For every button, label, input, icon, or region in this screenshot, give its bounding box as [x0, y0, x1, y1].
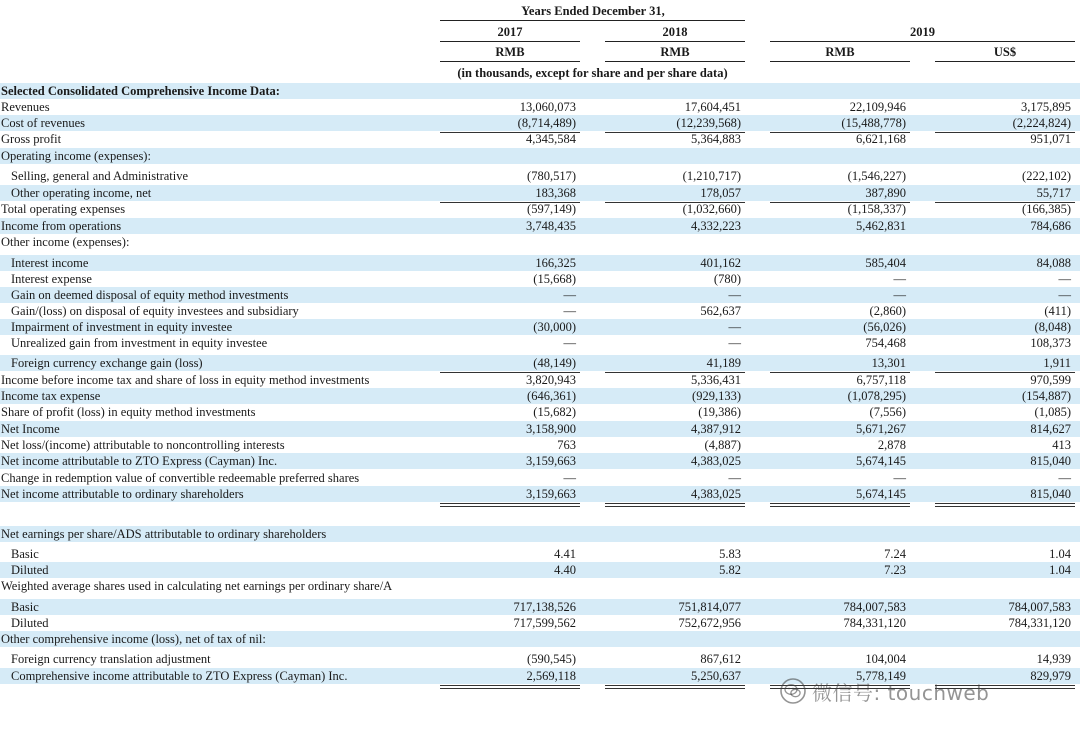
row-value: 717,138,526 [513, 600, 576, 614]
row-value: 815,040 [1030, 487, 1071, 501]
row-value: 4.40 [554, 563, 576, 577]
row-value: 387,890 [865, 186, 906, 200]
table-row [0, 615, 1080, 631]
row-value: (15,488,778) [841, 116, 906, 130]
table-row [0, 599, 1080, 615]
row-value: — [563, 304, 576, 318]
row-label: Income tax expense [1, 389, 101, 403]
currency-underline-2017 [440, 61, 580, 62]
year-header-2018: 2018 [662, 25, 688, 39]
row-value: (8,048) [1034, 320, 1071, 334]
table-row [0, 218, 1080, 234]
year-underline-2018 [605, 41, 745, 42]
wechat-icon [780, 678, 806, 704]
row-value: (646,361) [527, 389, 576, 403]
row-value: 7.23 [884, 563, 906, 577]
row-value: 413 [1052, 438, 1071, 452]
row-label: Gain on deemed disposal of equity method investments [11, 288, 289, 302]
currency-underline-2019-usd [935, 61, 1075, 62]
row-value: (590,545) [527, 652, 576, 666]
row-value: 104,004 [865, 652, 906, 666]
row-value: 7.24 [884, 547, 906, 561]
row-value: 815,040 [1030, 454, 1071, 468]
table-row [0, 372, 1080, 388]
row-value: 784,007,583 [843, 600, 906, 614]
row-label: Gross profit [1, 132, 62, 146]
table-row [0, 131, 1080, 147]
row-value: 814,627 [1030, 422, 1071, 436]
table-row [0, 421, 1080, 437]
row-value: 108,373 [1030, 336, 1071, 350]
currency-underline-2018 [605, 61, 745, 62]
currency-header-2018: RMB [660, 45, 690, 59]
row-value: — [563, 471, 576, 485]
table-row [0, 271, 1080, 287]
row-label: Interest expense [11, 272, 92, 286]
row-value: 14,939 [1036, 652, 1071, 666]
table-row [0, 185, 1080, 201]
table-row [0, 168, 1080, 184]
row-label: Diluted [11, 616, 49, 630]
row-value: (2,224,824) [1012, 116, 1071, 130]
row-label: Basic [11, 547, 39, 561]
row-value: 3,158,900 [526, 422, 576, 436]
row-value: — [1058, 272, 1071, 286]
row-value: 5,674,145 [856, 487, 906, 501]
row-value: 970,599 [1030, 373, 1071, 387]
row-label: Interest income [11, 256, 89, 270]
row-value: — [728, 320, 741, 334]
row-value: (780,517) [527, 169, 576, 183]
row-value: 5,462,831 [856, 219, 906, 233]
row-value: 717,599,562 [513, 616, 576, 630]
row-value: 867,612 [700, 652, 741, 666]
row-value: 4,387,912 [691, 422, 741, 436]
row-value: 5,336,431 [691, 373, 741, 387]
table-row [0, 631, 1080, 647]
row-value: 3,159,663 [526, 487, 576, 501]
table-row [0, 470, 1080, 486]
row-value: 4,345,584 [526, 132, 576, 146]
row-value: (597,149) [527, 202, 576, 216]
row-value: 1.04 [1049, 547, 1071, 561]
table-row [0, 562, 1080, 578]
row-value: 4,383,025 [691, 454, 741, 468]
row-value: 1,911 [1043, 356, 1071, 370]
row-label: Other operating income, net [11, 186, 152, 200]
row-label: Net Income [1, 422, 60, 436]
year-underline-2017 [440, 41, 580, 42]
table-row [0, 486, 1080, 502]
units-note: (in thousands, except for share and per share data) [457, 66, 728, 80]
row-value: (2,860) [869, 304, 906, 318]
row-value: 5,674,145 [856, 454, 906, 468]
row-label: Other income (expenses): [1, 235, 130, 249]
row-value: 1.04 [1049, 563, 1071, 577]
row-value: (1,032,660) [682, 202, 741, 216]
table-row [0, 437, 1080, 453]
row-label: Operating income (expenses): [1, 149, 151, 163]
table-row [0, 355, 1080, 371]
row-label: Foreign currency translation adjustment [11, 652, 211, 666]
row-value: 6,621,168 [856, 132, 906, 146]
table-row [0, 578, 1080, 594]
period-underline [440, 20, 745, 21]
row-value: 585,404 [865, 256, 906, 270]
row-label: Revenues [1, 100, 50, 114]
row-label: Income before income tax and share of loss in equity method investments [1, 373, 370, 387]
row-value: — [1058, 288, 1071, 302]
row-value: (1,210,717) [682, 169, 741, 183]
table-row [0, 335, 1080, 351]
row-value: 166,325 [535, 256, 576, 270]
row-value: 951,071 [1030, 132, 1071, 146]
row-value: (166,385) [1022, 202, 1071, 216]
row-value: 5,671,267 [856, 422, 906, 436]
row-value: (1,085) [1034, 405, 1071, 419]
row-value: 22,109,946 [849, 100, 906, 114]
table-row [0, 287, 1080, 303]
table-row [0, 453, 1080, 469]
row-label: Basic [11, 600, 39, 614]
row-value: 183,368 [535, 186, 576, 200]
double-underline [440, 685, 580, 689]
row-value: 3,175,895 [1021, 100, 1071, 114]
row-value: 784,686 [1030, 219, 1071, 233]
row-label: Gain/(loss) on disposal of equity investees and subsidiary [11, 304, 299, 318]
row-value: — [563, 336, 576, 350]
row-value: 13,301 [871, 356, 906, 370]
row-value: (1,546,227) [847, 169, 906, 183]
row-value: 178,057 [700, 186, 741, 200]
row-value: — [728, 288, 741, 302]
row-label: Net loss/(income) attributable to noncontrolling interests [1, 438, 285, 452]
table-row [0, 651, 1080, 667]
table-row [0, 148, 1080, 164]
row-value: (15,668) [533, 272, 576, 286]
row-label: Selling, general and Administrative [11, 169, 189, 183]
table-row [0, 388, 1080, 404]
table-row [0, 83, 1080, 99]
row-label: Income from operations [1, 219, 122, 233]
row-value: (1,078,295) [847, 389, 906, 403]
row-value: 5,364,883 [691, 132, 741, 146]
row-value: — [893, 272, 906, 286]
row-value: — [1058, 471, 1071, 485]
row-label: Net income attributable to ZTO Express (Cayman) Inc. [1, 454, 278, 468]
row-value: — [563, 288, 576, 302]
table-row [0, 201, 1080, 217]
table-row [0, 526, 1080, 542]
row-value: 5,250,637 [691, 669, 741, 683]
row-value: 754,468 [865, 336, 906, 350]
row-value: (12,239,568) [676, 116, 741, 130]
row-value: 2,878 [877, 438, 906, 452]
row-label: Net income attributable to ordinary shareholders [1, 487, 244, 501]
currency-header-2017: RMB [495, 45, 525, 59]
row-value: 5,778,149 [856, 669, 906, 683]
row-value: 829,979 [1030, 669, 1071, 683]
row-label: Impairment of investment in equity investee [11, 320, 233, 334]
table-row [0, 404, 1080, 420]
row-value: 3,159,663 [526, 454, 576, 468]
table-row [0, 319, 1080, 335]
row-value: 84,088 [1036, 256, 1071, 270]
row-value: (7,556) [869, 405, 906, 419]
row-label: Comprehensive income attributable to ZTO Express (Cayman) Inc. [11, 669, 348, 683]
row-value: 17,604,451 [684, 100, 741, 114]
table-row [0, 99, 1080, 115]
row-value: 784,007,583 [1008, 600, 1071, 614]
table-row [0, 503, 1080, 519]
row-value: 3,748,435 [526, 219, 576, 233]
row-value: 6,757,118 [856, 373, 906, 387]
row-value: 5.82 [719, 563, 741, 577]
row-value: 4.41 [554, 547, 576, 561]
period-header: Years Ended December 31, [521, 4, 665, 18]
row-value: 2,569,118 [526, 669, 576, 683]
row-label: Diluted [11, 563, 49, 577]
row-value: (780) [713, 272, 741, 286]
row-value: — [893, 288, 906, 302]
row-value: — [728, 336, 741, 350]
row-label: Share of profit (loss) in equity method investments [1, 405, 256, 419]
row-value: 562,637 [700, 304, 741, 318]
row-value: 3,820,943 [526, 373, 576, 387]
row-value: (4,887) [704, 438, 741, 452]
row-value: (30,000) [533, 320, 576, 334]
row-value: 5.83 [719, 547, 741, 561]
double-underline [605, 685, 745, 689]
row-value: (56,026) [863, 320, 906, 334]
row-value: — [728, 471, 741, 485]
row-value: (929,133) [692, 389, 741, 403]
watermark [780, 678, 989, 704]
row-label: Foreign currency exchange gain (loss) [11, 356, 203, 370]
row-label: Weighted average shares used in calculating net earnings per ordinary share/A [1, 579, 393, 593]
row-value: (48,149) [533, 356, 576, 370]
row-label: Change in redemption value of convertible redeemable preferred shares [1, 471, 360, 485]
row-value: (222,102) [1022, 169, 1071, 183]
table-row [0, 234, 1080, 250]
row-value: 763 [557, 438, 576, 452]
currency-header-2019-rmb: RMB [825, 45, 855, 59]
row-label: Net earnings per share/ADS attributable to ordinary shareholders [1, 527, 327, 541]
row-label: Selected Consolidated Comprehensive Income Data: [1, 84, 280, 98]
table-row [0, 115, 1080, 131]
row-label: Cost of revenues [1, 116, 86, 130]
row-value: 401,162 [700, 256, 741, 270]
year-header-2019: 2019 [910, 25, 935, 39]
row-label: Total operating expenses [1, 202, 126, 216]
row-value: (411) [1044, 304, 1071, 318]
table-row [0, 303, 1080, 319]
row-label: Unrealized gain from investment in equity investee [11, 336, 268, 350]
row-value: — [893, 471, 906, 485]
row-value: 4,332,223 [691, 219, 741, 233]
row-value: 784,331,120 [843, 616, 906, 630]
year-underline-2019 [770, 41, 1075, 42]
watermark-text: 微信号: touchweb [812, 680, 990, 705]
currency-header-2019-usd: US$ [993, 45, 1017, 59]
table-row [0, 255, 1080, 271]
row-value: (154,887) [1022, 389, 1071, 403]
row-value: 752,672,956 [678, 616, 741, 630]
row-value: (19,386) [698, 405, 741, 419]
currency-underline-2019-rmb [770, 61, 910, 62]
row-value: 13,060,073 [519, 100, 576, 114]
row-value: (8,714,489) [517, 116, 576, 130]
row-value: 41,189 [706, 356, 741, 370]
row-value: 4,383,025 [691, 487, 741, 501]
row-value: 751,814,077 [678, 600, 741, 614]
row-value: (1,158,337) [847, 202, 906, 216]
row-value: (15,682) [533, 405, 576, 419]
row-value: 784,331,120 [1008, 616, 1071, 630]
row-value: 55,717 [1036, 186, 1071, 200]
year-header-2017: 2017 [497, 25, 523, 39]
table-row [0, 546, 1080, 562]
row-label: Other comprehensive income (loss), net of tax of nil: [1, 632, 266, 646]
